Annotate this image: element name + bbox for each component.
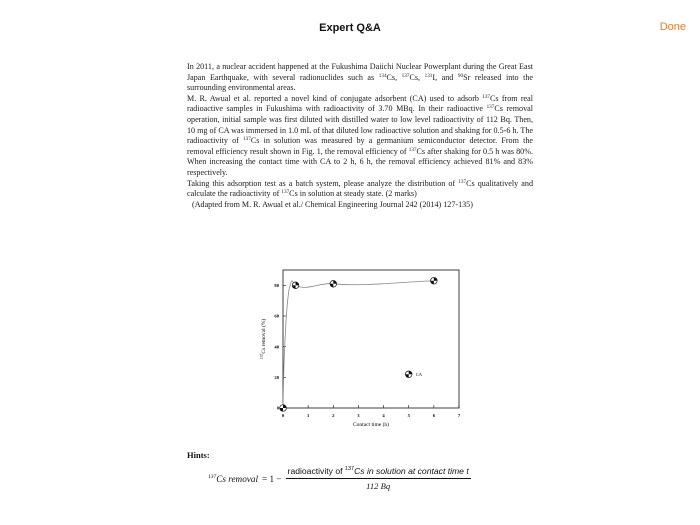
data-point xyxy=(431,277,438,284)
y-tick-label: 0 xyxy=(276,405,279,411)
hints-label: Hints: xyxy=(187,450,210,460)
question-paragraph-2: M. R. Awual et al. reported a novel kind of conjugate adsorbent (CA) used to adsorb $^{137}$Cs from real radioactive samples in Fukushima with radioactivity of 3.70 MBq. In their radioactive $^{137}$Cs removal operation, initial sample was first diluted with distilled water to low level radioactivity of 112 Bq. Then, 10 mg of CA was immersed in 1.0 mL of that diluted low radioactive solution and shaking for 0.5-6 h. The radioactivity of $^{137}$Cs in solution was measured by a germanium semiconductor detector. From the removal efficiency result shown in Fig. 1, the removal efficiency of $^{137}$Cs after shaking for 0.5 h was 80%. When increasing the contact time with CA to 2 h, 6 h, the removal efficiency achieved 81% and 83% respectively. xyxy=(187,93,533,177)
x-axis-label: Contact time (h) xyxy=(352,422,390,428)
formula-denominator: 112 Bq xyxy=(366,481,391,491)
x-tick-label: 0 xyxy=(281,413,285,418)
source-citation: (Adapted from M. R. Awual et al./ Chemical Engineering Journal 242 (2014) 127-135) xyxy=(192,199,473,209)
y-axis-label: $^{137}$Cs removal (%) xyxy=(260,318,267,360)
formula-numerator: radioactivity of $^{137}$Cs in solution at contact time t xyxy=(286,466,471,479)
legend-marker xyxy=(405,371,412,378)
y-tick-label: 80 xyxy=(274,282,279,288)
hint-formula xyxy=(208,466,471,491)
data-point xyxy=(280,405,287,412)
data-point xyxy=(292,282,299,289)
plot-frame xyxy=(283,270,459,408)
formula-fraction xyxy=(286,466,471,491)
data-point xyxy=(330,281,337,288)
y-tick-label: 20 xyxy=(274,374,279,380)
x-tick-label: 2 xyxy=(332,413,335,418)
legend-label: CA xyxy=(415,371,423,377)
series-line-ca xyxy=(283,281,434,408)
formula-equals: = 1 − xyxy=(262,473,282,484)
top-bar xyxy=(0,0,700,56)
y-tick-label: 40 xyxy=(274,344,279,350)
x-tick-label: 1 xyxy=(306,413,310,418)
question-paragraph-3: Taking this adsorption test as a batch system, please analyze the distribution of $^{137}$Cs qualitatively and calculate the radioactivity of $^{137}$Cs in solution at steady state. (2 marks) xyxy=(187,178,533,199)
x-tick-label: 6 xyxy=(432,413,436,418)
formula-lhs: $^{137}$Cs removal xyxy=(208,473,259,484)
x-tick-label: 5 xyxy=(407,413,410,418)
removal-efficiency-chart xyxy=(254,265,466,435)
y-tick-label: 60 xyxy=(274,313,279,319)
x-tick-label: 7 xyxy=(457,413,461,418)
x-tick-label: 3 xyxy=(357,413,360,418)
question-paragraph-1: In 2011, a nuclear accident happened at the Fukushima Daiichi Nuclear Powerplant during the Great East Japan Earthquake, with several radionuclides such as $^{134}$Cs, $^{137}$Cs, $^{131}$I, and $^{90}$Sr released into the surrounding environmental areas. xyxy=(187,62,533,93)
question-text xyxy=(187,62,533,210)
x-tick-label: 4 xyxy=(382,413,385,418)
page-title: Expert Q&A xyxy=(319,22,381,34)
done-button[interactable]: Done xyxy=(659,21,686,33)
